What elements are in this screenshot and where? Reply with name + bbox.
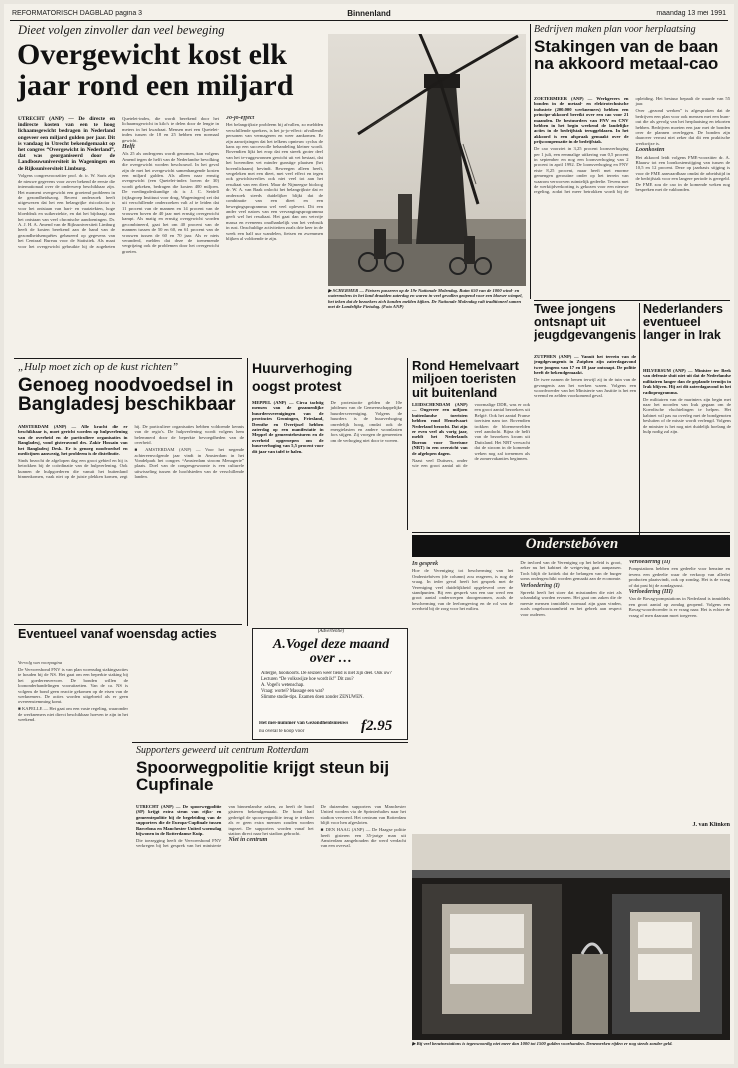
column-logo: Onderstebóven: [525, 537, 619, 552]
art8-headline: Eventueel vanaf woensdag acties: [18, 628, 217, 641]
art3-headline: Genoeg noodvoedsel in Bangladesj beschikbaar: [18, 376, 236, 416]
art8-text: De Vervoersbond FNV is van plan woensdag stakingsacties te houden bij de NS. Het gaat om een beperkte staking bij het goederenvervoer. De bonden willen de loononderhandelingen vooruitzetten. Van de ca. NS is volgens de bond geen reactie gekomen op de eisen van de werknemers. De acties worden uitgebreid als er geen overeenstemming komt.: [18, 666, 128, 705]
column-logo-band: [412, 535, 730, 557]
art3-body: [18, 424, 244, 620]
art7-body: [412, 402, 530, 530]
art6-text: De militairen van de mariniers zijn begin mei naar het noorden van Irak gegaan om de Koerdische vluchtelingen te helpen. Het kabinet wil pas na overleg met de bondgenoten besluiten of de missie wordt verlengd. Volgens de minister is het nog niet duidelijk hoelang de hulp nodig zal zijn.: [643, 396, 731, 434]
column-text1: Hoe de Vereniging tot bescherming van het Onderstebóven (de column) zou reageren, is nog de vraag. In ieder geval heeft het gesprek met de Vereniging veel duidelijkheid opgeleverd over de standpunten. Bij een gesprek van een uur werd een groot aantal onderwerpen doorgenomen, zoals de bescherming van de leefomgeving en de rol van de overheid bij de zorg voor het milieu.: [412, 568, 514, 612]
art5-body: [534, 354, 636, 552]
art3-lead: AMSTERDAM (ANP) — Alle kracht die er beschikbaar is, moet gericht worden op hulpverlening van de overheid en de particuliere organisaties in Bangladesj, vond gisteravond drs. Zakir Hossain van het Bangladesj Desk. Er is genoeg noodvoedsel en medicijnen aanwezig, het probleem is de distributie.: [18, 424, 128, 457]
col-rule-3: [247, 358, 248, 626]
section-title: Binnenland: [347, 9, 391, 18]
art1-kicker: Dieet volgen zinvoller dan veel beweging: [18, 24, 225, 37]
art2-body: [534, 96, 730, 298]
col-rule-4: [407, 358, 408, 530]
art3-p2: ■ AMSTERDAM (ANP) — Voor het negende achtereenvolgende jaar vindt in Amsterdam in het Vondelpark het congres “Amsterdam stroom Menagerie” plaats. Doel van de congresgewoonte is een culturele uitwisseling tussen de hoofdsteden van de verschillende landen.: [134, 447, 244, 480]
art9-headline: Spoorwegpolitie krijgt steun bij Cupfinale: [136, 759, 390, 795]
art4-text: De protestactie gelden de 10e jubileum van de Gemeenschappelijke huurdersvereniging. Volgens de huurders is de huurverhoging onredelijk hoog, omdat ook de energielasten en andere woonlasten fors stijgen. Zij vroegen de gemeenten om de verhoging niet door te voeren.: [330, 400, 402, 443]
art5-headline: Twee jongens ontsnapt uit jeugdgevangenis: [534, 303, 636, 342]
art8-intro: Vervolg van voorpagina: [18, 660, 63, 665]
gas-station-caption: ▶ Bij veel benzinestations is tegenwoordig niet meer dan 1000 tot 1500 gulden voorhanden. Denemerken rijden er nog steeds zonder geld.: [412, 1041, 673, 1046]
art5-rule: [534, 300, 730, 301]
art2-text: De cao voorziet in 3,25 procent loonsverhoging per 1 juli, een eenmalige uitkering van 0,5 procent in september en nog een loonsverhoging van 2 procent in april 1992. De loonsverhoging en FNV eiste 8,25 procent, maar heeft met enorme gemengen geroutine onder op het terrein van waarom verworven ruimtelijk gedeelte. Tevens met de werktijdverkorting is gekozen voor een nieuwe regeling, zodat het meer betrokken wordt bij de opleiding. Het bestuur bepaalt de waarde van 55 jaar.: [534, 96, 730, 195]
column-text4: Pompstations hebben een gedeelte voor benzine en tevens een gedeelte waar de verkoop van allerlei producten plaatsvindt, ook op zondag. Het is de vraag of dat past bij de zondagsrust.: [628, 566, 730, 588]
column-text5: Van de Bovag-pompstations in Nederland is inmiddels een groot aantal op zondag geopend. Volgens een Bovag-woordvoerder is er vraag naar. Het is echter de vraag of men daaraan moet toegeven.: [628, 596, 730, 618]
vogel-ad: [252, 628, 408, 740]
gas-station-photo: [412, 834, 730, 1040]
art9-sub: Niet in centrum: [228, 837, 268, 844]
column-sub1: In gesprek: [412, 561, 439, 567]
art8-rule: [14, 624, 242, 625]
art7-text: Naast veel Duitsers, onder wie een groot aantal uit de voormalige DDR, was er ook een groot aantal bezoekers uit België. Ook het aantal Franse toeristen nam toe. Bovendien trokken de bloemenvelden veel aandacht. Bijna de helft van de bezoekers kwam uit Duitsland. Het NBT verwacht dat de stroom in de komende weken nog zal toenemen als de zomervakanties beginnen.: [412, 402, 530, 468]
art1-sub2-text: Het belangrijkste probleem bij afvallen, zo meldden verschillende sprekers, is het jo-jo-effect: afvallende personen van vermageren en weer aankomen. Er zijn aanwijzingen dat het telkens opnieuw cyclus de kans op een succesvolle behandeling kleiner wordt. Bovendien lijkt het erop dat een streek groter deel van het te-ruggewonnen gewicht uit vet bestaat, dat het bovendien vet minder gunstige plaatsen (het bovenlichaam) bevindt. Beweegen alleen heeft, vergeleken met een dieet, met veel effect en tegen ook gewichtsverlies ook niet veel tot aan het resultaat van een dieet. Maar de Nijmeegse bioloog dr. W. A. van Baak onlockt het belangrijkste dat er onderzoek steeds duidelijker blijkt dat de combinatie van een dieet en een bewegingsprogramma wel veel oplevert. Dit een ander veel natoes van een vervangingsprogramma geeft wel het resultaat. Het gaat dan om vetvrije massa en eveneens onafhankelijk van het verbruik in rust. Onschuldige activiteiten zoals drie keer in de week een half uur wandelen, fietsen en zwemmen blijken al voldoende te zijn.: [226, 122, 323, 241]
windmill-caption: ▶ SCHERMER — Fietsers passeren op de 19e Nationale Molendag. Ruim 650 van de 1000 wind- en watermolens in het land draaiden zaterdag en waren in veel gevallen geopend voor een bloeser wimpel, het teken dat de bezoekers zich konden melden kijken. De Nationale Molendag valt traditioneel samen met de Landelijke Fietsdag. (Foto ANP): [328, 288, 523, 310]
art2-aside: Over „gezond werken” is afgesproken dat de bedrijven een plan voor ook mensen met een burn-out die als gevolg van het herplaatsing en tekorten hebben. Bedrijven moeten een jaar met de bonden over de plannen overleggen. De bonden zijn daarover verrast niet zeker dat dit een praktische werkwijze is.: [635, 108, 730, 146]
ad-bullets: [261, 671, 401, 719]
art4-body: [252, 400, 402, 625]
column-signature: J. van Klinken: [692, 822, 730, 828]
art9-body: [136, 804, 406, 1058]
art3-text: Sinds bezocht de afgelopen dag een groot gebied en hij is betrokken bij de coördinatie van de hulpverlening. Ook kunnen de hulpgoederen die vanuit het buitenland binnenkomen, vaak niet op de juiste plekken komen, zegt hij. De particuliere organisaties hebben voldoende kennis van de regio's. De hulpverlening wordt volgens hem belemmerd door de beperkte bevoegdheden van de overheid.: [18, 424, 244, 480]
art7-lead: LEIDSCHENDAM (ANP) — Ongeveer een miljoen buitenlandse toeristen hebben rond Hemelvaart Nederland bezocht. Dat zijn er even veel als vorig jaar, meldt het Nederlands Bureau voor Toerisme (NBT) in een overzicht van de afgelopen dagen.: [412, 402, 468, 456]
art5-lead: ZUTPHEN (ANP) — Vanuit het terrein van de jeugdgevangenis in Zutphen zijn zaterdagavond twee jongens van 17 en 18 jaar ontsnapt. De politie heeft de bekendgemaakt.: [534, 354, 636, 376]
windmill-image: [328, 34, 526, 286]
column-sub4: Verloedering (III): [628, 589, 673, 596]
art8-body: [18, 660, 128, 1058]
ad-footer2: nu overal te koop voor: [259, 729, 305, 734]
art2-sub: Loonkosten: [635, 147, 665, 154]
art4-headline: oogst protest: [252, 379, 342, 394]
art9-p2: ■ DEN HAAG (ANP) — De Haagse politie heeft gisteren een 35-jarige man uit Amsterdam aangehouden die werd verdacht van een overval.: [320, 827, 406, 849]
art1-sub1-text: Als 25 als ondergrens wordt genomen, kan volgens Amend tegen de helft van de Nederlandse bevolking die overgewicht worden beschouwd. In het geval zijn de met het overgewicht samenhangende kosten een miljard gulden. Als alleen naar ernstig overgewicht (een Quetelet-index boven de 30) wordt gekeken, bedragen die kosten 400 miljoen. De voedingsdeskundige dr. ir. J. C. Seidell (rijksgroep Instituut voor drug, Wageningen) zei dat uit verschillende onderzoeken valt af te leiden dat 11 procent van de mannen en 14 procent van de vrouwen boven de 40 jaar met ernstig overgewicht kampt. Als matig en ernstig overgewicht worden gecombineerd, gaat het om 40 procent van de mannen tussen de 50 en 60, en 61 procent van de vrouwen tussen de 60 en 70 jaar. Als er niets veranderd, melden dat deze de toenemende vergrijzing ook de problemen door het overgewicht groeien.: [122, 151, 219, 254]
art1-sub1: Helft: [122, 144, 135, 151]
column-sub3: Verloedering (II): [628, 560, 671, 565]
art9-kicker: Supporters geweerd uit centrum Rotterdam: [136, 745, 309, 756]
art1-headline: Overgewicht kost elk jaar rond een miljard: [17, 40, 294, 102]
art8-p2: ■ KAPELLE — Het gaat om een vaste regeling, waaronder de werknemers niet direct beschikbaar hoeven te zijn in het weekend.: [18, 706, 128, 723]
ad-label: (Advertentie): [317, 629, 345, 634]
ad-bullet: Vraag: wortel? Massage een wat?: [261, 689, 324, 694]
ad-price: f2.95: [361, 719, 393, 734]
column-body: [412, 560, 730, 822]
art6-headline: Nederlanders eventueel langer in Irak: [643, 303, 723, 342]
page-date: maandag 13 mei 1991: [656, 10, 726, 17]
windmill-photo: [328, 34, 526, 286]
col-rule-2: [639, 303, 640, 553]
header-rule: [10, 20, 728, 21]
col-rule-1: [530, 24, 531, 299]
ad-bullet: Allergie, hooikoorts. De seizoen weer tiend is niet zijn deel. Ook uw?: [261, 671, 392, 676]
column-text3: Spreekt heeft het stoer dat misstanden die niet als schandalig worden ervaren. Het gaat om zaken die de meeste mensen inmiddels normaal zijn gaan vinden, zoals ongehoorzaamheid en het gebrek aan respect voor ouderen.: [520, 590, 622, 617]
gas-station-image: [412, 834, 730, 1040]
newspaper-page: [4, 4, 734, 1064]
art3-rule: [14, 358, 242, 359]
art2-lead: ZOETERMEER (ANP) — Werkgevers en bonden in de metaal- en elektrotechnische industrie (200.000 werknemers) hebben een principe-akkoord bereikt over een cao voor 21 maanden. De bestuurders van FNV en CNV hebben in het begin weekend de landelijke acties in de bedrijfstak teruggeblazen. In het akkoord is een afspraak gemaakt over de prijscompensatie in de bedrijfstak.: [534, 96, 629, 145]
art9-rule: [132, 742, 408, 743]
column-sub2: Verloedering (I): [520, 582, 560, 589]
art9-text: Die toezegging heeft de Vervoersbond FNV verkregen bij het gesprek van het ministerie van binnenlandse zaken, zo heeft de bond gisteren bekendgemaakt. De bond had gedreigd de spoorwegpolitie terug te trekken als er geen extra mensen zouden worden ingezet. De supporters worden vanaf het station direct naar het stadion gebracht.: [136, 804, 314, 849]
paper-name: REFORMATORISCH DAGBLAD pagina 3: [12, 10, 143, 17]
art2-sub-text: Het akkoord leidt volgens FME-voorzitter dr. A. Blaauw tot een loonkostenstijging van tussen de 10,5 en 12 procent. Deze op jaarbasis stijging is voor de FME aanvaardbaar omdat de arbeidstijd in de bedrijfstak voor een langere periode is geregeld. De FME zou de cao in de komende weken nog bespreken met de vakbonden.: [635, 154, 730, 192]
ad-footer: Het mei-nummer van Gezondheidsnieuws: [259, 721, 349, 726]
art4-kicker: Huurverhoging: [252, 361, 353, 376]
art7-headline: Rond Hemelvaart miljoen toeristen uit buitenland: [412, 359, 519, 399]
art4-lead: MEPPEL (ANP) — Circa tachtig mensen van de gezamenlijke huurdersverenigingen van de provincies Groningen, Friesland, Drenthe en Overijssel hebben zaterdag op een manifestatie in Meppel de gemeentebesturen en de overheid opgeroepen om de huurverhoging van 5,5 procent voor dit jaar van tafel te halen.: [252, 400, 324, 454]
art1-text: Volgens congresvoorzitter prof. dr. ir. W. Saris zijn de nieuwe gegevens voor zover bekend de eerste die internationaal over de onderwerp beschikbaar zijn. Het moment overgewicht een groeiend probleem in de gezondheidszorg. Recent onderzoek heeft uitgewezen dat het een belangrijke risicofactor is voor het ontstaan van hart- en vaatziekten, hoge bloeddruk en suikerziekte, en dat het bijdraagt aan het ontstaan van veel chronische aandoeningen. Dr. A. J. H. A. Amend van de Rijksuniversiteit Limburg heeft de kosten berekend aan de hand van de gezondheidsenquêtes gebaseerd op gegevens van het Centraal Bureau voor de Statistiek. Als maat voor het overgewicht gebruikte hij de zogeheten Quetelet-index, die wordt berekend door het lichaamsgewicht in kilo's te delen door de lengte in meters in het kwadraat. Mensen met een Quetelet-index tussen de 18 en 25 hebben een normaal gewicht.: [18, 116, 219, 249]
ad-bullet: A. Vogel's wetenschap.: [261, 683, 305, 688]
art5-text: De twee namen de benen terwijl zij in de tuin van de gevangenis aan het werken waren. Volgens een woordvoerder van het Ministerie van Justitie is het een vreemd en zelden voorkomend geval.: [534, 377, 636, 399]
ad-title: A.Vogel deze maand over …: [272, 638, 390, 667]
art9-lead: UTRECHT (ANP) — De spoorwegpolitie (SP) krijgt extra steun van rijks- en gemeentepolitie bij de begeleiding van de supporters die de Europa-Cupfinale tussen Barcelona en Manchester United woensdag bijwonen in de Rotterdamse Kuip.: [136, 804, 222, 837]
art9-sub-text: De duizenden supporters van Manchester United worden via de Sprinterhaltes naar het stadion vervoerd. Het centrum van Rotterdam blijft voor hen afgesloten.: [320, 804, 406, 826]
art1-lead: UTRECHT (ANP) — De directe en indirecte kosten van een te hoog lichaamsgewicht bedragen in Nederland ongeveer een miljard gulden per jaar. Dit is vandaag in Utrecht bekendgemaakt op het congres “Overgewicht in Nederland”, dat was georganiseerd door de Landbouwuniversiteit in Wageningen en de Rijksuniversiteit Limburg.: [18, 116, 115, 172]
art3-kicker: „Hulp moet zich op de kust richten”: [18, 361, 179, 373]
ad-bullet: Slimme studie-tips. Examen doen zonder ZENUWEN.: [261, 695, 364, 700]
art6-body: [643, 368, 731, 552]
column-text2: De invloed van de Vereniging op het beleid is groot, zeker nu het kabinet de wetgeving gaat aanpassen. Toch blijft de kritiek dat de belangen van de burger soms ondergeschikt worden gemaakt aan de economie.: [520, 560, 622, 582]
art2-headline: Stakingen van de baan na akkoord metaal-cao: [534, 38, 719, 74]
column-top-rule: [412, 532, 730, 533]
art2-kicker: Bedrijven maken plan voor herplaatsing: [534, 24, 696, 35]
ad-bullet: Lecturen “De volkswijze hoe wordt ik!” Dit zou?: [261, 677, 354, 682]
art6-lead: HILVERSUM (ANP) — Minister ter Beek van defensie sluit niet uit dat de Nederlandse militairen langer dan de geplande termijn in Irak blijven. Hij zei dit zaterdagavond in het radioprogramma.: [643, 368, 731, 395]
art1-sub2: Jo-jo-effect: [226, 116, 255, 121]
art1-body: [18, 116, 323, 356]
